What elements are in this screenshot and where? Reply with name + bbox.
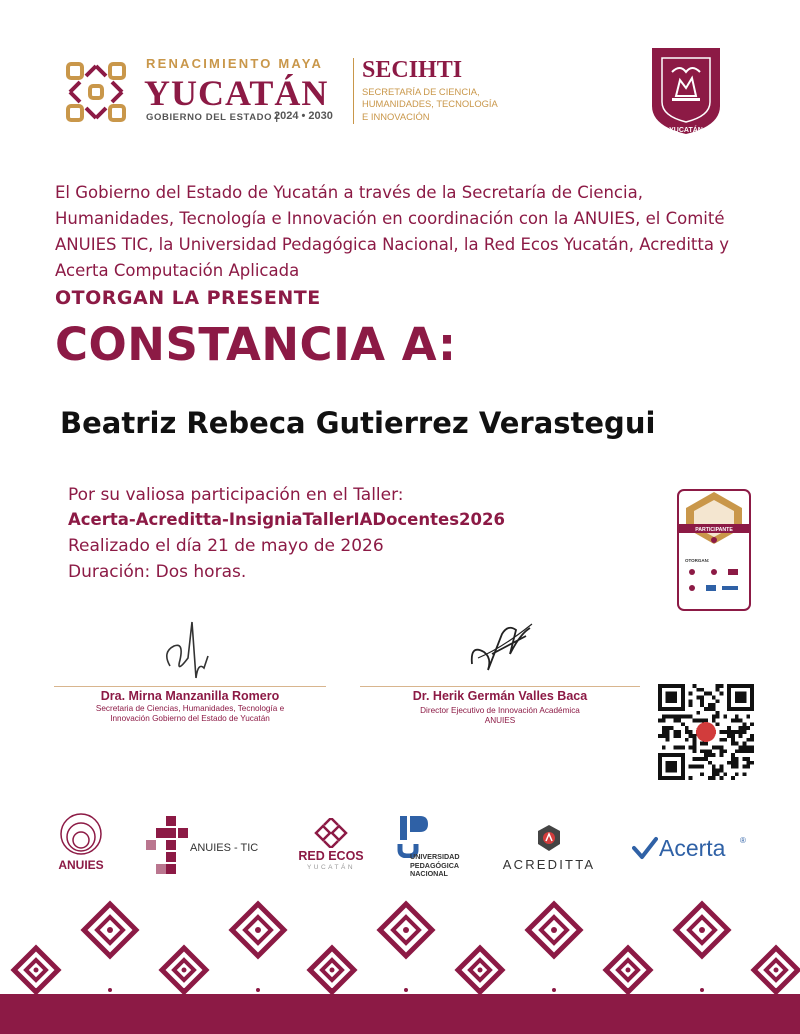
badge-ribbon: PARTICIPANTE [695,527,733,533]
red-ecos-label: RED ECOS [298,849,364,863]
participation-text: Por su valiosa participación en el Taller: [68,485,404,505]
upn-label: UNIVERSIDAD PEDAGÓGICA NACIONAL [410,852,460,878]
red-ecos-sublabel: YUCATÁN [306,864,356,871]
yucatan-title: YUCATÁN [144,73,329,113]
certificate-title: CONSTANCIA A: [55,318,457,371]
signature-2 [462,614,542,680]
signatory-1-name: Dra. Mirna Manzanilla Romero [100,689,280,703]
yucatan-emblem-icon [60,56,132,128]
yucatan-government-label: GOBIERNO DEL ESTADO | [146,112,279,123]
secihti-title: SECIHTI [362,57,463,83]
secihti-subtitle: SECRETARÍA DE CIENCIA, HUMANIDADES, TECNOLOGÍA E INNOVACIÓN [362,86,498,122]
signatory-2-role: Director Ejecutivo de Innovación Académica ANUIES [420,706,580,725]
yucatan-term-years: 2024 • 2030 [274,110,333,122]
acreditta-logo [536,824,562,852]
acerta-check-icon [632,836,658,862]
certificate-intro: El Gobierno del Estado de Yucatán a través de la Secretaría de Ciencia, Humanidades, Tecnología e Innovación en coordinación con la ANUIES, el Comité ANUIES TIC, la Universidad Pedagógica Nacional, la Red Ecos Yucatán, Acreditta y Acerta Computación Aplicada [55,183,729,280]
verification-qr-code[interactable] [658,684,754,780]
header-divider [353,58,354,124]
yucatan-tagline: RENACIMIENTO MAYA [146,56,324,71]
signatory-1-role: Secretaria de Ciencias, Humanidades, Tecnología e Innovación Gobierno del Estado de Yucatán [95,704,285,723]
yucatan-shield-logo [650,46,722,136]
signatory-2-name: Dr. Herik Germán Valles Baca [412,689,588,703]
signature-1 [152,612,224,692]
acerta-label: Acerta [659,835,726,861]
otorgan-heading: OTORGAN LA PRESENTE [55,287,321,309]
shield-label: YUCATÁN [669,127,703,134]
workshop-duration: Duración: Dos horas. [68,562,247,582]
mayan-footer-pattern [0,898,800,994]
acerta-registered-mark: ® [740,836,746,845]
participant-badge [676,488,752,612]
workshop-name: Acerta-Acreditta-InsigniaTallerIADocentes2026 [68,510,505,529]
red-ecos-logo [314,818,348,848]
anuies-logo-label: ANUIES [58,858,104,872]
signature-line-1 [54,686,326,687]
workshop-date: Realizado el día 21 de mayo de 2026 [68,536,384,556]
recipient-name: Beatriz Rebeca Gutierrez Verastegui [60,406,656,440]
acreditta-label: ACREDITTA [502,857,596,872]
footer-bar [0,994,800,1034]
anuies-tic-label: ANUIES - TIC [190,842,259,854]
signature-line-2 [360,686,640,687]
badge-otorgan: OTORGAN: [685,558,710,563]
